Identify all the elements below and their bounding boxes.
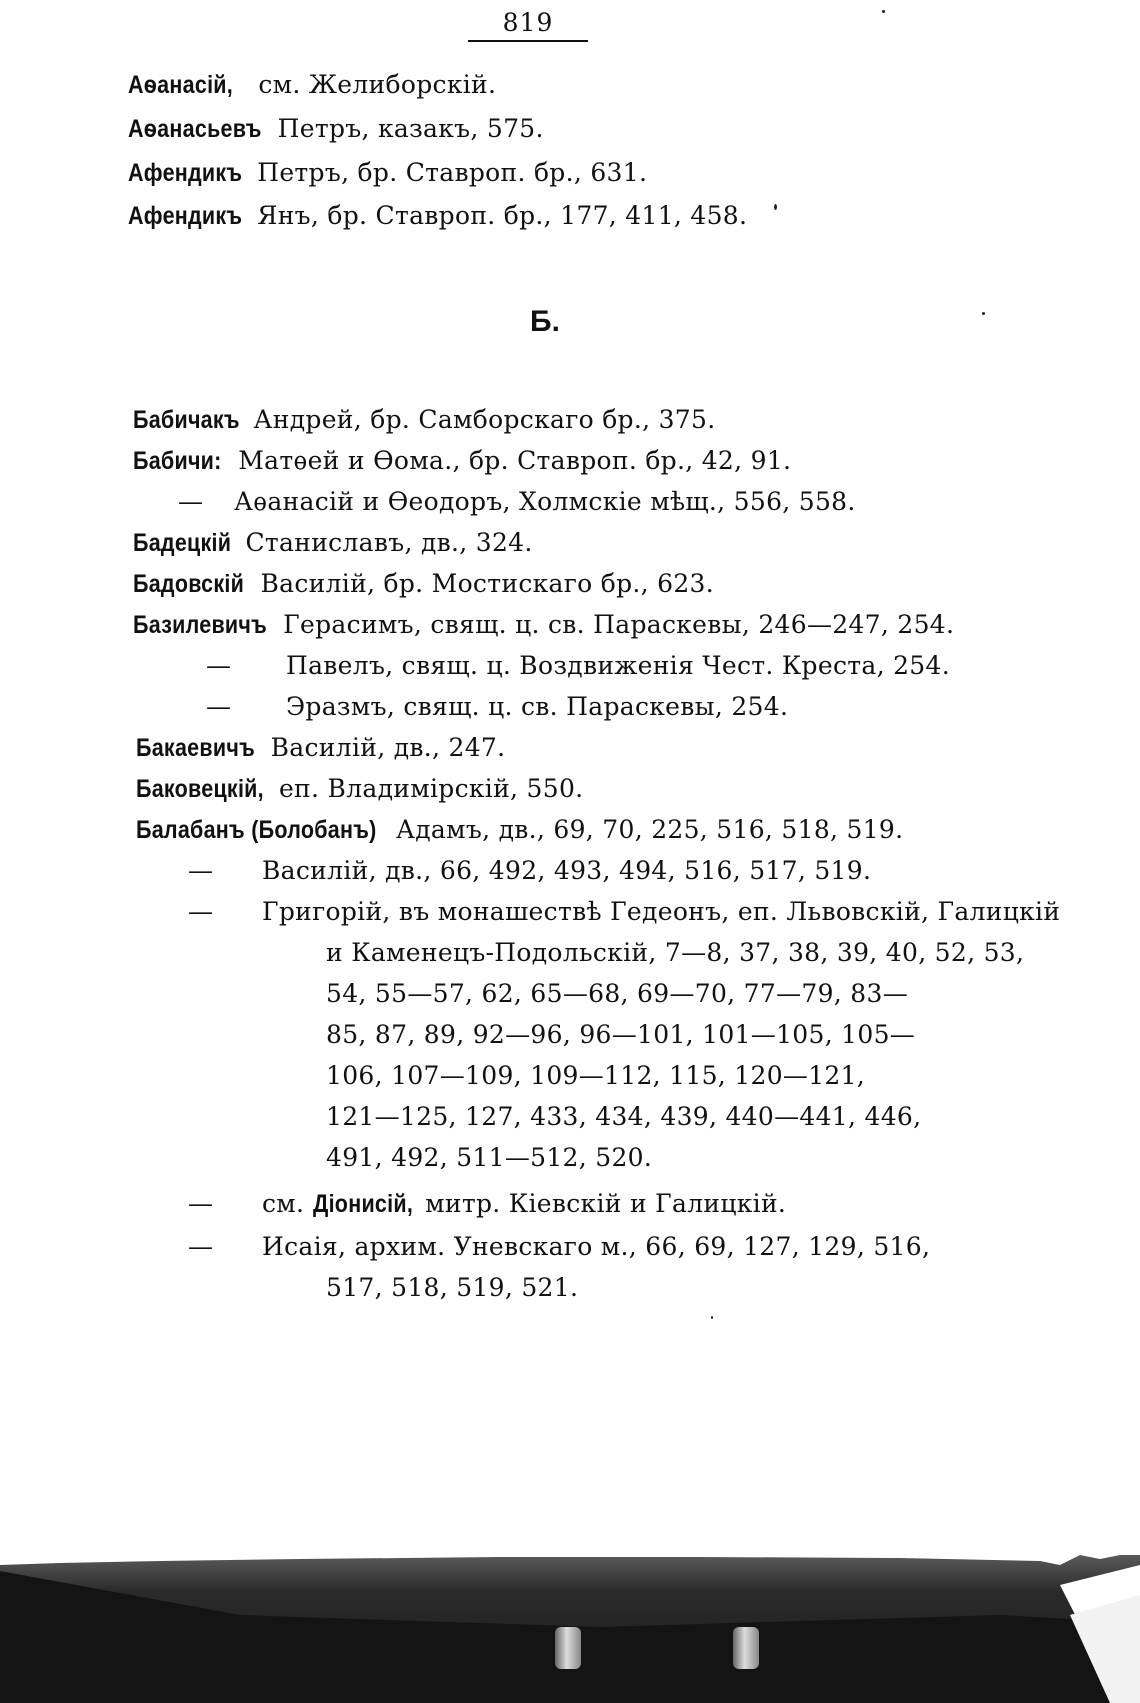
index-subentry (206, 651, 950, 680)
scan-speck (774, 204, 777, 210)
index-entry (136, 815, 903, 845)
index-entry (128, 114, 544, 144)
entry-heading: Бакаевичъ (136, 734, 256, 762)
binder-ring (555, 1627, 581, 1669)
entry-text: Станиславъ, дв., 324. (237, 528, 533, 557)
entry-heading: Діонисій, (312, 1190, 413, 1218)
entry-dash: — (178, 487, 204, 516)
entry-text: см. Желиборскій. (250, 70, 497, 99)
index-continuation: 54, 55—57, 62, 65—68, 69—70, 77—79, 83— (326, 979, 908, 1008)
index-entry (133, 569, 714, 599)
entry-heading: Афендикъ (128, 202, 243, 230)
entry-heading: Аѳанасій, (128, 71, 234, 99)
entry-prefix: см. (262, 1189, 313, 1218)
page-number: 819 (502, 8, 554, 37)
entry-dash: — (206, 651, 232, 680)
index-subentry (188, 1189, 786, 1219)
entry-text: Петръ, казакъ, 575. (269, 114, 544, 143)
index-entry (133, 405, 715, 435)
entry-heading: Бабичи: (133, 447, 222, 475)
entry-heading: Аѳанасьевъ (128, 115, 262, 143)
entry-heading: Баковецкій, (136, 775, 264, 803)
entry-heading: Базилевичъ (133, 611, 268, 639)
entry-text: Исаія, архим. Уневскаго м., 66, 69, 127, 129, 516, (262, 1232, 931, 1261)
index-entry (128, 70, 496, 100)
entry-text: Аѳанасій и Ѳеодоръ, Холмскіе мѣщ., 556, 558. (234, 487, 856, 516)
index-subentry (188, 897, 1060, 926)
index-subentry (188, 1232, 930, 1261)
entry-text: Андрей, бр. Самборскаго бр., 375. (245, 405, 716, 434)
entry-dash: — (188, 856, 214, 885)
entry-text: Василій, дв., 66, 492, 493, 494, 516, 517, 519. (262, 856, 872, 885)
index-entry (133, 528, 533, 558)
index-continuation: и Каменецъ-Подольскій, 7—8, 37, 38, 39, 40, 52, 53, (326, 938, 1025, 967)
entry-dash: — (206, 692, 232, 721)
entry-text: Петръ, бр. Ставроп. бр., 631. (248, 158, 648, 187)
entry-heading: Афендикъ (128, 159, 243, 187)
entry-text: Эразмъ, свящ. ц. св. Параскевы, 254. (286, 692, 789, 721)
page-number-rule (468, 40, 588, 42)
entry-heading: Бабичакъ (133, 406, 240, 434)
entry-text: Матѳей и Ѳома., бр. Ставроп. бр., 42, 91. (230, 446, 792, 475)
section-letter: Б. (530, 305, 560, 338)
entry-heading: Балабанъ (Болобанъ) (136, 816, 377, 844)
scan-speck (982, 312, 985, 315)
index-entry (128, 158, 647, 188)
index-continuation: 85, 87, 89, 92—96, 96—101, 101—105, 105— (326, 1020, 916, 1049)
entry-text: Василій, бр. Мостискаго бр., 623. (252, 569, 715, 598)
entry-text: Григорій, въ монашествѣ Гедеонъ, еп. Львовскій, Галицкій (262, 897, 1061, 926)
index-continuation: 491, 492, 511—512, 520. (326, 1143, 653, 1172)
entry-text: Василій, дв., 247. (262, 733, 506, 762)
entry-dash: — (188, 1232, 214, 1261)
index-subentry (188, 856, 871, 885)
index-continuation: 517, 518, 519, 521. (326, 1273, 579, 1302)
entry-dash: — (188, 1189, 214, 1218)
index-entry (128, 201, 747, 231)
entry-heading: Бадецкій (133, 529, 232, 557)
index-entry (136, 774, 583, 804)
entry-text: Адамъ, дв., 69, 70, 225, 516, 518, 519. (387, 815, 904, 844)
entry-heading: Бадовскій (133, 570, 245, 598)
entry-text: Герасимъ, свящ. ц. св. Параскевы, 246—247, 254. (274, 610, 955, 639)
entry-text: Павелъ, свящ. ц. Воздвиженія Чест. Креста, 254. (286, 651, 950, 680)
index-subentry (178, 487, 856, 516)
scan-speck (711, 1316, 713, 1319)
index-entry (133, 446, 791, 476)
binder-ring (733, 1627, 759, 1669)
entry-text: митр. Кіевскій и Галицкій. (416, 1189, 787, 1218)
entry-text: еп. Владимірскій, 550. (270, 774, 584, 803)
index-subentry (206, 692, 788, 721)
entry-dash: — (188, 897, 214, 926)
entry-text: Янъ, бр. Ставроп. бр., 177, 411, 458. (248, 201, 748, 230)
index-continuation: 106, 107—109, 109—112, 115, 120—121, (326, 1061, 866, 1090)
index-entry (136, 733, 505, 763)
index-entry (133, 610, 954, 640)
index-continuation: 121—125, 127, 433, 434, 439, 440—441, 446, (326, 1102, 922, 1131)
scan-speck (882, 10, 885, 13)
